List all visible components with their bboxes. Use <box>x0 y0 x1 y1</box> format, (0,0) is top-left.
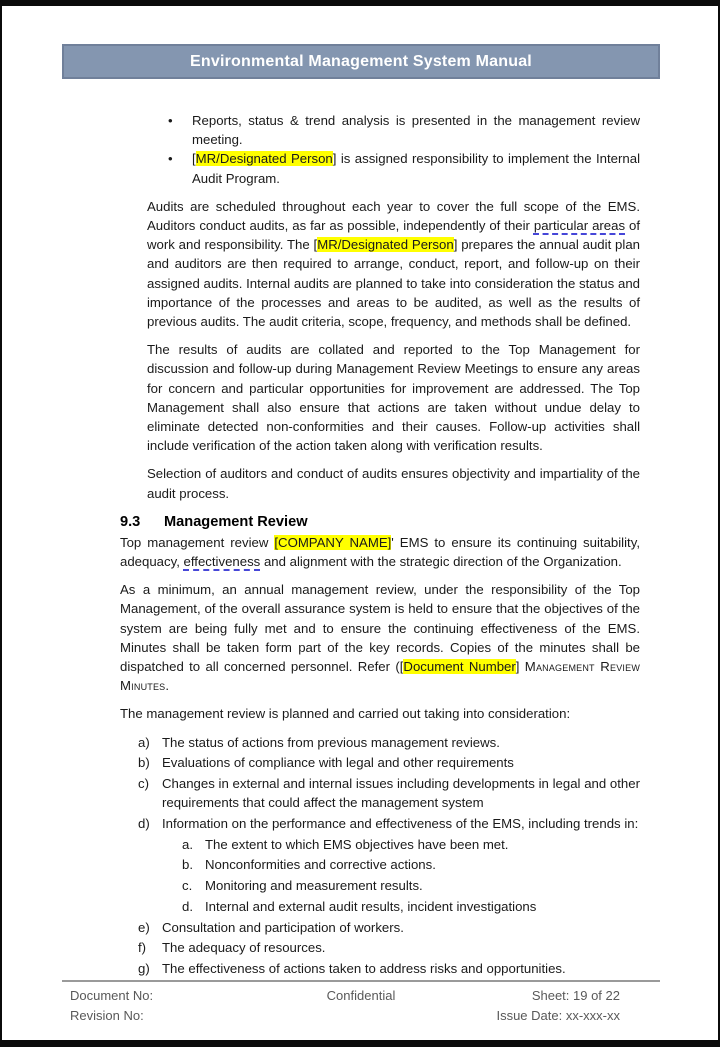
list-item-text: The extent to which EMS objectives have been met. <box>205 836 509 852</box>
sub-list-item <box>120 855 640 874</box>
document-page <box>2 6 718 1040</box>
list-item <box>120 774 640 812</box>
page-title: Environmental Management System Manual <box>190 52 532 70</box>
list-marker: d. <box>182 898 193 914</box>
list-item-text: Monitoring and measurement results. <box>205 878 423 894</box>
list-item-text: The effectiveness of actions taken to address risks and opportunities. <box>162 960 566 976</box>
list-item-text: Consultation and participation of workers. <box>162 919 404 935</box>
document-body <box>120 111 640 978</box>
placeholder-company-name: [COMPANY NAME] <box>274 534 392 550</box>
bullet-text: ] is assigned responsibility to implement the Internal Audit Program. <box>192 151 641 186</box>
paragraph-text: and alignment with the strategic direction of the Organization. <box>260 554 622 570</box>
list-item-text: The status of actions from previous management reviews. <box>162 734 500 750</box>
review-considerations-list <box>120 733 640 978</box>
footer-row-1 <box>62 986 660 1006</box>
paragraph-review-planned: The management review is planned and carried out taking into consideration: <box>120 706 571 722</box>
list-item <box>120 814 640 833</box>
sub-list-item <box>120 876 640 895</box>
paragraph-text: of work and responsibility. The [ <box>147 218 640 253</box>
spellcheck-underlined-text: particular areas <box>533 218 626 234</box>
list-item <box>120 938 640 957</box>
list-item-text: Evaluations of compliance with legal and other requirements <box>162 755 514 771</box>
paragraph-text: ] <box>515 659 525 675</box>
placeholder-mr-designated-person: MR/Designated Person <box>317 237 454 253</box>
paragraph-text: As a minimum, an annual management review, under the responsibility of the Top Management, of the overall assurance system is held to ensure that the objectives of the system are being fully met and to ensure the continuing effectiveness of the EMS. Minutes shall be taken form part of the key records. Copies of the minutes shall be dispatched to all concerned personnel. Refer ([ <box>120 582 640 675</box>
bullet-item <box>147 111 640 149</box>
sub-list-item <box>120 835 640 854</box>
list-marker: f) <box>138 940 147 956</box>
bullet-icon: • <box>168 151 173 167</box>
paragraph-text: ] prepares the annual audit plan and auditors are then required to arrange, conduct, report, and follow-up on their assigned audits. Internal audits are planned to take into consideration the status and importance of the processes and areas to be audited, as well as the results of previous audits. The audit criteria, scope, frequency, and methods shall be defined. <box>147 237 640 330</box>
paragraph-text: ' EMS to ensure its continuing suitability, adequacy, <box>120 534 640 570</box>
list-item-text: Internal and external audit results, incident investigations <box>205 898 537 914</box>
section-title: Management Review <box>164 513 308 530</box>
bullet-text: [ <box>192 151 196 167</box>
paragraph-auditor-selection: Selection of auditors and conduct of audits ensures objectivity and impartiality of the audit process. <box>147 466 640 501</box>
list-item-text: The adequacy of resources. <box>162 940 326 956</box>
paragraph-text: Audits are scheduled throughout each year to cover the full scope of the EMS. Auditors conduct audits, as far as possible, independently of their <box>147 198 640 234</box>
placeholder-mr-designated-person: MR/Designated Person <box>195 151 333 167</box>
list-marker: a. <box>182 836 193 852</box>
list-item-text: Changes in external and internal issues including developments in legal and other requirements that could affect the management system <box>162 776 640 811</box>
sheet-number: Sheet: 19 of 22 <box>531 988 620 1003</box>
bullet-icon: • <box>168 113 173 128</box>
footer-spacer <box>272 1006 450 1026</box>
list-marker: b. <box>182 857 193 873</box>
section-number: 9.3 <box>120 513 141 530</box>
paragraph-audit-results: The results of audits are collated and reported to the Top Management for discussion and follow-up during Management Review Meetings to ensure any areas for concern and particular opportunities for improvement are addressed. The Top Management shall also ensure that actions are taken without undue delay to eliminate detected non-conformities and their causes. Follow-up activities shall include verification of the action taken along with verification results. <box>147 342 640 454</box>
footer-row-2 <box>62 1006 660 1026</box>
smallcaps-management-review-minutes: Management Review Minutes. <box>120 659 641 694</box>
list-item <box>120 733 640 752</box>
list-marker: c. <box>182 878 193 894</box>
paragraph-annual-review <box>120 580 640 695</box>
bullet-item <box>147 149 640 187</box>
bullet-text: Reports, status & trend analysis is presented in the management review meeting. <box>192 113 640 148</box>
list-marker: d) <box>138 816 150 831</box>
list-item-text: Nonconformities and corrective actions. <box>205 857 436 873</box>
paragraph-text: Top management review <box>120 534 275 550</box>
placeholder-document-number: Document Number <box>403 659 516 675</box>
spellcheck-underlined-text: effectiveness <box>183 554 261 570</box>
sub-list-item <box>120 897 640 916</box>
paragraph-audits-scheduled <box>147 197 640 331</box>
issue-date: Issue Date: xx-xxx-xx <box>496 1008 620 1023</box>
paragraph-top-management-review <box>120 533 640 571</box>
revision-no-label: Revision No: <box>70 1008 144 1023</box>
list-marker: a) <box>138 734 150 750</box>
list-item <box>120 959 640 978</box>
list-marker: g) <box>138 960 150 976</box>
list-item-text: Information on the performance and effectiveness of the EMS, including trends in: <box>162 816 639 831</box>
title-banner <box>62 44 660 79</box>
document-no-label: Document No: <box>70 988 154 1003</box>
section-heading-9-3 <box>120 513 640 532</box>
list-marker: b) <box>138 755 150 771</box>
confidential-label: Confidential <box>326 988 396 1003</box>
page-footer <box>62 980 660 1026</box>
list-marker: e) <box>138 919 150 935</box>
indented-section <box>147 111 640 503</box>
list-item <box>120 918 640 937</box>
list-item <box>120 753 640 772</box>
list-marker: c) <box>138 776 149 792</box>
